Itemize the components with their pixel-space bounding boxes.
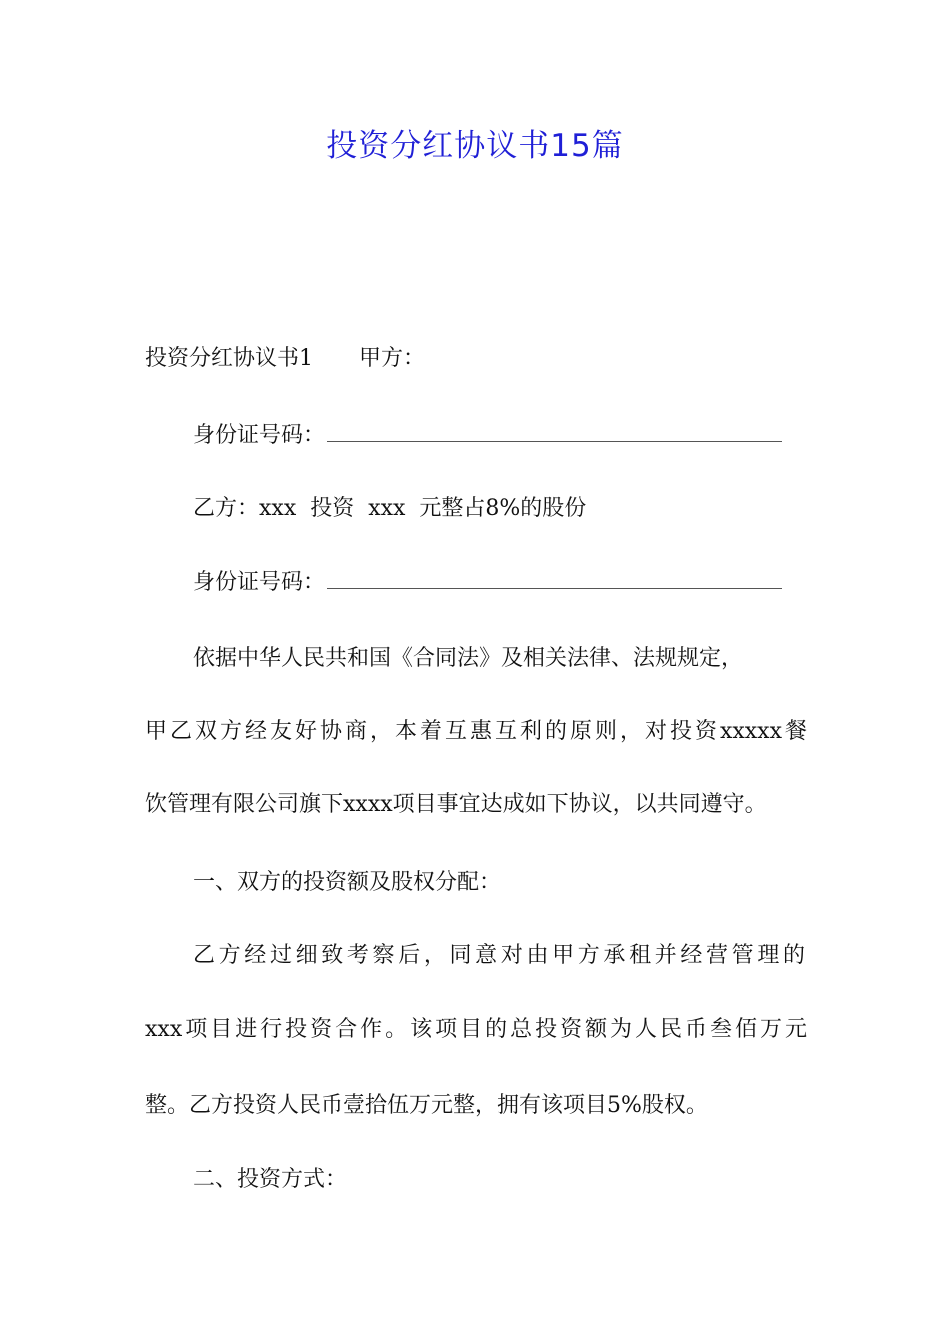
party-b-id-label: 身份证号码： bbox=[193, 570, 326, 595]
document-title: 投资分红协议书15篇 bbox=[326, 128, 624, 164]
intro-line-1: 依据中华人民共和国《合同法》及相关法律、法规规定， bbox=[193, 646, 744, 671]
intro-line-2: 甲乙双方经友好协商，本着互惠互利的原则，对投资xxxxx餐 bbox=[145, 719, 807, 744]
party-a-id-blank bbox=[327, 423, 782, 442]
section-1-line-1: 乙方经过细致考察后，同意对由甲方承租并经营管理的 bbox=[193, 943, 805, 968]
section-1-heading: 一、双方的投资额及股权分配： bbox=[193, 870, 502, 895]
agreement-heading: 投资分红协议书1 bbox=[145, 346, 313, 371]
intro-line-3: 饮管理有限公司旗下xxxx项目事宜达成如下协议，以共同遵守。 bbox=[145, 792, 767, 817]
party-a-id-line bbox=[193, 423, 782, 449]
party-b-line: 乙方：xxx 投资 xxx 元整占8%的股份 bbox=[193, 496, 587, 521]
section-2-heading: 二、投资方式： bbox=[193, 1167, 348, 1192]
party-a-id-label: 身份证号码： bbox=[193, 423, 326, 448]
party-a-label: 甲方： bbox=[359, 346, 426, 371]
party-b-id-blank bbox=[327, 570, 782, 589]
party-b-id-line bbox=[193, 570, 782, 596]
section-1-line-2: xxx项目进行投资合作。该项目的总投资额为人民币叁佰万元 bbox=[145, 1017, 807, 1042]
section-1-line-3: 整。乙方投资人民币壹拾伍万元整，拥有该项目5%股权。 bbox=[145, 1093, 708, 1118]
agreement-heading-line bbox=[145, 346, 425, 372]
